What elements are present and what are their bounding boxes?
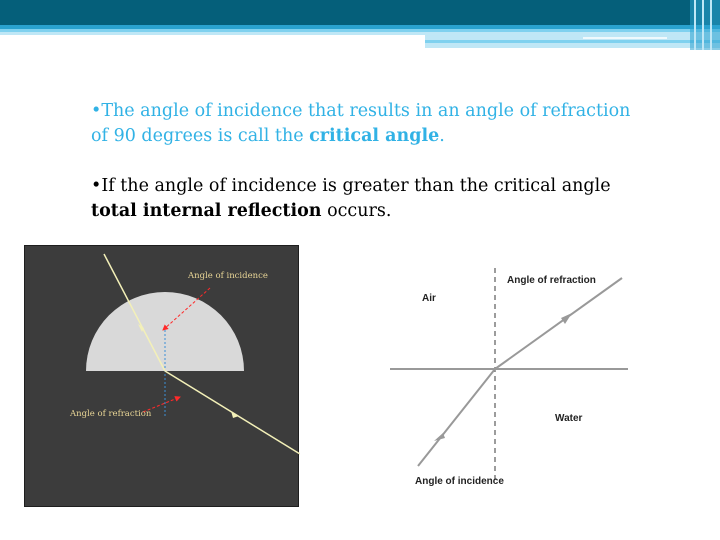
- bullet2-bold: total internal reflection: [91, 201, 322, 221]
- bullet2-text: •If the angle of incidence is greater than the critical angle: [91, 176, 611, 196]
- label-angle-incidence: Angle of incidence: [188, 271, 268, 281]
- label-air: Air: [422, 293, 436, 304]
- bullet-list: [91, 99, 651, 224]
- label-angle-incidence: Angle of incidence: [415, 476, 504, 487]
- header-band: [0, 0, 720, 60]
- bullet-total-internal-reflection: [91, 174, 651, 224]
- air-water-refraction-figure: [380, 260, 640, 495]
- air-water-diagram: [380, 260, 640, 495]
- ray-arrow-2: [231, 411, 239, 418]
- bullet1-end: .: [439, 126, 445, 146]
- bullet1-text: •The angle of incidence that results in an angle of refraction of 90 degrees is call the: [91, 101, 631, 146]
- bullet2-end: occurs.: [321, 201, 392, 221]
- bullet-critical-angle: [91, 99, 651, 149]
- label-angle-refraction: Angle of refraction: [70, 409, 152, 419]
- label-angle-refraction: Angle of refraction: [507, 275, 596, 286]
- semicircle-diagram: [25, 246, 300, 508]
- ray-arrow-2: [561, 313, 572, 324]
- bullet1-bold: critical angle: [309, 126, 440, 146]
- incident-ray: [418, 369, 495, 466]
- refracted-ray: [495, 278, 622, 369]
- label-water: Water: [555, 413, 583, 424]
- semicircle-refraction-figure: [24, 245, 299, 507]
